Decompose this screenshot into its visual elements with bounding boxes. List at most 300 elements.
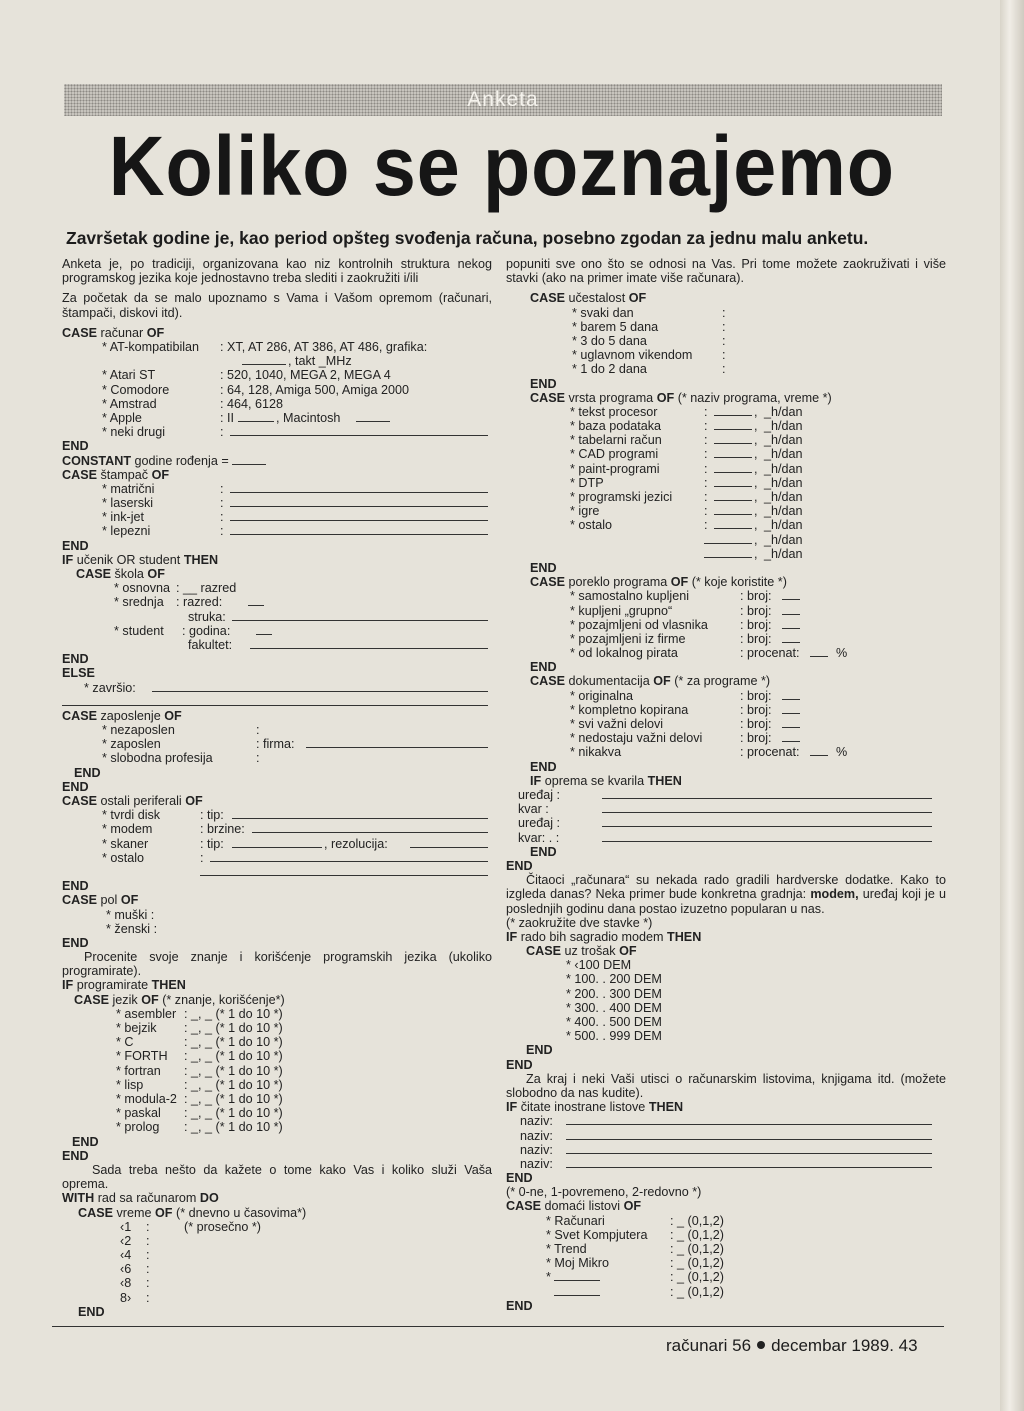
option-label: * 300. . 400 DEM (566, 1000, 662, 1015)
option-label: * lepezni (102, 524, 151, 539)
dokumentacija-option (506, 717, 946, 731)
separator: : (146, 1219, 150, 1234)
sada-paragraph: Sada treba nešto da kažete o tome kako Vas i koliko služi Vaša oprema. (62, 1162, 492, 1192)
end-keyword: END (62, 439, 89, 454)
racunar-option (62, 411, 492, 425)
option-label: * Amstrad (102, 396, 157, 411)
broj-blank[interactable] (782, 632, 800, 643)
program-name-blank[interactable] (714, 490, 752, 501)
program-name-blank[interactable] (714, 476, 752, 487)
kvar-label: uređaj : (518, 787, 561, 802)
programi-options (506, 405, 946, 533)
option-value: : XT, AT 286, AT 386, AT 486, grafika: (220, 340, 428, 354)
programi-extra-row: , _h/dan (506, 547, 946, 561)
option-label: * tekst procesor (570, 404, 658, 419)
end-keyword: END (506, 1171, 533, 1186)
extra-program-blank[interactable] (704, 547, 752, 558)
separator: , (754, 447, 758, 462)
if-inostrani: IF čitate inostrane listove THEN (506, 1100, 684, 1115)
periferal-blank[interactable] (232, 808, 488, 819)
ucestalost-option (506, 306, 946, 320)
jezik-option (62, 1049, 492, 1063)
naziv-row (506, 1114, 946, 1128)
option-label: * 200. . 300 DEM (566, 986, 662, 1001)
ucestalost-option (506, 348, 946, 362)
option-value: : (220, 425, 224, 440)
ucestalost-option (506, 334, 946, 348)
naziv-label: naziv: (520, 1142, 553, 1157)
trosak-option (506, 1029, 946, 1043)
procenat-blank[interactable] (810, 745, 828, 756)
zaokruzite-comment: (* zaokružite dve stavke *) (506, 915, 653, 930)
domaci-option (506, 1214, 946, 1228)
option-value: : _, _ (* 1 do 10 *) (184, 1063, 283, 1078)
racunar-option (62, 368, 492, 382)
domaci-option (506, 1256, 946, 1270)
jezik-option (62, 1078, 492, 1092)
naziv-blank[interactable] (566, 1114, 932, 1125)
footer-rule (52, 1326, 944, 1327)
option-value: : 520, 1040, MEGA 2, MEGA 4 (220, 368, 391, 383)
option-label: * C (116, 1035, 134, 1050)
option-label: * 3 do 5 dana (572, 333, 647, 348)
zaposlenje-row: * slobodna profesija : (102, 751, 260, 766)
separator: : (704, 475, 708, 490)
option-label: ‹6 (120, 1262, 132, 1277)
periferal-option (62, 822, 492, 836)
option-label: * ostalo (102, 850, 145, 865)
naziv-row (506, 1157, 946, 1171)
page-subtitle: Završetak godine je, kao period opšteg svođenja računa, posebno zgodan za jednu malu anketu. (66, 228, 869, 248)
vreme-option (62, 1234, 492, 1248)
option-label: * paskal (116, 1106, 161, 1121)
skaner-tip-blank[interactable] (232, 837, 322, 848)
option-label: * svaki dan (572, 305, 634, 320)
separator: : (220, 524, 224, 539)
kvar-row (506, 802, 946, 816)
option-label: * ink-jet (102, 510, 144, 525)
kvar-row (506, 816, 946, 830)
end-keyword: END (506, 1057, 533, 1072)
option-label: * (546, 1270, 551, 1285)
jezik-option (62, 1021, 492, 1035)
naziv-blank[interactable] (566, 1143, 932, 1154)
kvar-blank[interactable] (602, 802, 932, 813)
kvar-blank[interactable] (602, 788, 932, 799)
extra-program-blank[interactable] (704, 533, 752, 544)
dokumentacija-option (506, 689, 946, 703)
poreklo-option (506, 646, 946, 660)
dokumentacija-option (506, 745, 946, 759)
periferal-blank[interactable] (252, 822, 488, 833)
option-value: : _, _ (* 1 do 10 *) (184, 1091, 283, 1106)
jezik-option (62, 1064, 492, 1078)
hdan-label: _h/dan (764, 518, 803, 533)
vreme-option (62, 1291, 492, 1305)
periferal-option (62, 837, 492, 851)
separator: : (704, 419, 708, 434)
program-option (506, 462, 946, 476)
zavrsio-row-2 (62, 695, 492, 709)
stampac-option (62, 510, 492, 524)
firma-blank[interactable] (306, 737, 488, 748)
intro-paragraph-2: Za početak da se malo upoznamo s Vama i Vašom opremom (računari, štampači, diskovi itd). (62, 291, 492, 320)
stampac-blank[interactable] (230, 496, 488, 507)
option-value: : broj: (740, 717, 772, 732)
if-programirate: IF programirate THEN (62, 978, 186, 993)
program-option (506, 476, 946, 490)
option-label: * matrični (102, 481, 155, 496)
hdan-label: _h/dan (764, 404, 803, 419)
periferali-blank-row (62, 865, 492, 879)
option-label: * Moj Mikro (546, 1256, 609, 1271)
case-stampac: CASE štampač OF (62, 467, 170, 482)
footer-date: decembar 1989. (771, 1336, 894, 1355)
option-value: : _, _ (* 1 do 10 *) (184, 1106, 283, 1121)
scale-comment: (* 0-ne, 1-povremeno, 2-redovno *) (506, 1185, 702, 1200)
option-value: : procenat: (740, 646, 800, 661)
end-keyword: END (74, 765, 101, 780)
option-label: * Trend (546, 1242, 587, 1257)
grafika-blank[interactable] (242, 354, 286, 365)
option-label: * kompletno kopirana (570, 702, 689, 717)
racunar-option (62, 340, 492, 354)
separator: : (722, 319, 726, 334)
option-label: * prolog (116, 1120, 160, 1135)
separator: : (146, 1276, 150, 1291)
option-label: * modula-2 (116, 1091, 177, 1106)
zavrsio-row: * završio: (62, 681, 492, 695)
hdan-label: _h/dan (764, 419, 803, 434)
case-dokumentacija: CASE dokumentacija OF (* za programe *) (530, 674, 771, 689)
kvar-row (506, 831, 946, 845)
option-value: , takt _MHz (288, 354, 352, 369)
kvar-blank[interactable] (602, 816, 932, 827)
option-value: : tip: (200, 836, 224, 851)
separator: , (754, 518, 758, 533)
page-number: 43 (898, 1336, 918, 1355)
trosak-option (506, 987, 946, 1001)
periferali-options (62, 808, 492, 865)
else-keyword: ELSE (62, 666, 95, 681)
case-trosak: CASE uz trošak OF (526, 944, 637, 959)
racunar-option (62, 425, 492, 439)
domaci-option (506, 1285, 946, 1299)
program-option (506, 447, 946, 461)
option-label: * Atari ST (102, 368, 156, 383)
zakraj-paragraph: Za kraj i neki Vaši utisci o računarskim listovima, knjigama itd. (možete slobodno da nas kudite). (506, 1071, 946, 1100)
program-option (506, 405, 946, 419)
option-value: : broj: (740, 702, 772, 717)
separator: : (722, 362, 726, 377)
page-spine (1000, 0, 1024, 1411)
kvar-label: kvar : (518, 802, 549, 817)
end-keyword: END (78, 1304, 105, 1319)
broj-blank[interactable] (782, 689, 800, 700)
jezik-option (62, 1106, 492, 1120)
hdan-label: _h/dan (764, 475, 803, 490)
option-label: * Comodore (102, 382, 170, 397)
option-label: * 400. . 500 DEM (566, 1015, 662, 1030)
trosak-option (506, 1001, 946, 1015)
option-label: 8› (120, 1290, 132, 1305)
end-keyword: END (506, 858, 533, 873)
broj-blank[interactable] (782, 604, 800, 615)
case-periferali: CASE ostali periferali OF (62, 794, 203, 808)
neki-drugi-blank[interactable] (230, 425, 488, 436)
racunar-option (62, 383, 492, 397)
zaposlenje-row: * zaposlen : firma: (62, 737, 492, 751)
option-value: : procenat: (740, 745, 800, 760)
case-zaposlenje: CASE zaposlenje OF (62, 708, 182, 723)
option-label: * pozajmljeni iz firme (570, 631, 686, 646)
separator: : (146, 1290, 150, 1305)
separator: : (146, 1233, 150, 1248)
broj-blank[interactable] (782, 731, 800, 742)
procenite-paragraph: Procenite svoje znanje i korišćenje programskih jezika (ukoliko programirate). (62, 950, 492, 979)
separator: : (704, 461, 708, 476)
case-skola: CASE škola OF (76, 567, 165, 581)
footer-magazine: računari 56 (666, 1336, 752, 1355)
end-keyword: END (62, 779, 89, 794)
ucestalost-option (506, 362, 946, 376)
separator: : (722, 348, 726, 363)
periferal-option (62, 808, 492, 822)
with-rad: WITH rad sa računarom DO (62, 1191, 219, 1206)
poreklo-option (506, 618, 946, 632)
program-name-blank[interactable] (714, 462, 752, 473)
end-keyword: END (526, 1043, 553, 1058)
program-option (506, 504, 946, 518)
option-value: : _ (0,1,2) (670, 1227, 724, 1242)
program-name-blank[interactable] (714, 405, 752, 416)
option-label: * samostalno kupljeni (570, 589, 690, 604)
stampac-blank[interactable] (230, 510, 488, 521)
racunar-options (62, 340, 492, 439)
separator: : (722, 333, 726, 348)
separator: : (704, 518, 708, 533)
if-student: IF učenik OR student THEN (62, 552, 219, 567)
end-keyword: END (62, 538, 89, 553)
percent-sign: % (836, 646, 848, 661)
separator: : (146, 1262, 150, 1277)
procenat-blank[interactable] (810, 646, 828, 657)
end-keyword: END (530, 376, 557, 391)
broj-blank[interactable] (782, 618, 800, 629)
option-value: : broj: (740, 731, 772, 746)
separator: : (704, 433, 708, 448)
trosak-option (506, 958, 946, 972)
option-value: : broj: (740, 688, 772, 703)
separator: : (704, 490, 708, 505)
broj-blank[interactable] (782, 589, 800, 600)
zavrsio-blank[interactable] (152, 681, 488, 692)
programi-extra-row: , _h/dan (506, 533, 946, 547)
vreme-option (62, 1248, 492, 1262)
option-label: * baza podataka (570, 419, 662, 434)
separator: : (722, 305, 726, 320)
option-label: * uglavnom vikendom (572, 348, 693, 363)
option-label: * bejzik (116, 1021, 157, 1036)
godina-blank[interactable] (256, 624, 272, 635)
option-value: : tip: (200, 808, 224, 823)
option-value: : broj: (740, 617, 772, 632)
option-label: * Računari (546, 1213, 605, 1228)
program-name-blank[interactable] (714, 433, 752, 444)
citaoci-paragraph: Čitaoci „računara“ su nekada rado gradili hardverske dodatke. Kako to izgleda danas? Neka primer bude konkretna gradnja: modem, uređaj koji je u poslednjih godinu dana postao izuzetno popularan u nas. (506, 873, 947, 916)
option-value: : broj: (740, 603, 772, 618)
macintosh-blank[interactable] (356, 411, 390, 422)
program-option (506, 518, 946, 532)
jezik-option (62, 1120, 492, 1134)
program-name-blank[interactable] (714, 419, 752, 430)
naziv-label: naziv: (520, 1114, 553, 1129)
domaci-options (506, 1214, 946, 1299)
end-keyword: END (72, 1134, 99, 1149)
skola-fakultet: fakultet: (62, 638, 492, 652)
end-keyword: END (506, 1298, 533, 1313)
custom-list-blank[interactable] (554, 1270, 600, 1281)
custom-list-blank[interactable] (554, 1285, 600, 1296)
separator: , (754, 433, 758, 448)
trosak-option (506, 1015, 946, 1029)
option-label: * od lokalnog pirata (570, 646, 678, 661)
option-label: * ostalo (570, 518, 613, 533)
option-value: : _, _ (* 1 do 10 *) (184, 1021, 283, 1036)
option-value: : _, _ (* 1 do 10 *) (184, 1006, 283, 1021)
naziv-row (506, 1143, 946, 1157)
separator: , (754, 404, 758, 419)
razred-blank[interactable] (248, 595, 264, 606)
stampac-blank[interactable] (230, 482, 488, 493)
option-label: * AT-kompatibilan (102, 340, 200, 354)
option-value: : broj: (740, 631, 772, 646)
apple-suffix: , Macintosh (276, 410, 341, 425)
stampac-blank[interactable] (230, 524, 488, 535)
separator: : (146, 1248, 150, 1263)
option-value: : 464, 6128 (220, 396, 284, 411)
separator: , (754, 419, 758, 434)
option-label: ‹2 (120, 1233, 132, 1248)
option-value: : 64, 128, Amiga 500, Amiga 2000 (220, 382, 410, 397)
zavrsio-blank-2[interactable] (62, 695, 488, 706)
case-vreme: CASE vreme OF (* dnevno u časovima*) (78, 1205, 307, 1220)
option-value: : _, _ (* 1 do 10 *) (184, 1077, 283, 1092)
program-option (506, 419, 946, 433)
option-value: : (200, 850, 204, 865)
ucestalost-options (506, 306, 946, 377)
stampac-option (62, 496, 492, 510)
separator: , (754, 475, 758, 490)
end-keyword: END (62, 652, 89, 667)
intro-continued: popuniti sve ono što se odnosi na Vas. Pri tome možete zaokruživati i više stavki (ako na primer imate više računara). (506, 257, 946, 286)
option-value: : _ (0,1,2) (670, 1256, 724, 1271)
option-label: * modem (102, 822, 153, 837)
option-label: * fortran (116, 1063, 161, 1078)
option-label: * skaner (102, 836, 149, 851)
kvar-row (506, 788, 946, 802)
naziv-label: naziv: (520, 1156, 553, 1171)
option-value: : _ (0,1,2) (670, 1242, 724, 1257)
case-poreklo: CASE poreklo programa OF (* koje koristite *) (530, 575, 787, 590)
birth-year-blank[interactable] (232, 454, 266, 465)
ucestalost-option (506, 320, 946, 334)
end-keyword: END (62, 1148, 89, 1163)
rezolucija-label: , rezolucija: (324, 836, 388, 851)
pol-option: * ženski : (106, 921, 158, 936)
option-value: : _, _ (* 1 do 10 *) (184, 1049, 283, 1064)
option-label: * 100. . 200 DEM (566, 972, 662, 987)
separator: : (704, 447, 708, 462)
case-jezik: CASE jezik OF (* znanje, korišćenje*) (74, 992, 285, 1007)
ostalo-blank-2[interactable] (200, 865, 488, 876)
right-column (506, 257, 946, 1313)
percent-sign: % (836, 745, 848, 760)
naziv-blank[interactable] (566, 1129, 932, 1140)
hdan-label: _h/dan (764, 504, 803, 519)
program-name-blank[interactable] (714, 447, 752, 458)
page-footer (666, 1336, 918, 1356)
apple-blank[interactable] (238, 411, 274, 422)
option-label: * asembler (116, 1006, 177, 1021)
struka-blank[interactable] (232, 610, 488, 621)
end-keyword: END (62, 935, 89, 950)
fakultet-blank[interactable] (250, 638, 488, 649)
skola-struka: struka: (62, 610, 492, 624)
option-label: * neki drugi (102, 425, 166, 440)
option-label: * 1 do 2 dana (572, 362, 647, 377)
hdan-label: _h/dan (764, 461, 803, 476)
option-label: * nedostaju važni delovi (570, 731, 703, 746)
if-kvar: IF oprema se kvarila THEN (530, 773, 682, 788)
naziv-label: naziv: (520, 1128, 553, 1143)
separator: , (754, 490, 758, 505)
naziv-row (506, 1129, 946, 1143)
end-keyword: END (62, 879, 89, 894)
domaci-option (506, 1228, 946, 1242)
kvar-label: kvar: . : (518, 830, 560, 845)
jezik-option (62, 1035, 492, 1049)
program-name-blank[interactable] (714, 504, 752, 515)
option-label: * laserski (102, 496, 154, 511)
left-column (62, 257, 492, 1319)
program-option (506, 433, 946, 447)
rezolucija-blank[interactable] (410, 837, 488, 848)
kvar-label: uređaj : (518, 816, 561, 831)
page-title: Koliko se poznajemo (108, 119, 895, 213)
broj-blank[interactable] (782, 717, 800, 728)
broj-blank[interactable] (782, 703, 800, 714)
section-banner (64, 84, 942, 116)
ostalo-blank[interactable] (210, 851, 488, 862)
if-modem: IF rado bih sagradio modem THEN (506, 929, 702, 944)
trosak-option (506, 972, 946, 986)
stampac-option (62, 524, 492, 538)
naziv-blank[interactable] (566, 1157, 932, 1168)
kvar-blank[interactable] (602, 831, 932, 842)
program-option (506, 490, 946, 504)
option-label: * nikakva (570, 745, 622, 760)
case-domaci: CASE domaći listovi OF (506, 1199, 642, 1214)
option-label: * pozajmljeni od vlasnika (570, 617, 708, 632)
hdan-label: _h/dan (764, 490, 803, 505)
skola-srednja: * srednja : razred: (62, 595, 492, 609)
vreme-options (62, 1220, 492, 1305)
program-name-blank[interactable] (714, 518, 752, 529)
hdan-label: _h/dan (764, 447, 803, 462)
case-ucestalost: CASE učestalost OF (530, 291, 647, 306)
option-label: * FORTH (116, 1049, 168, 1064)
